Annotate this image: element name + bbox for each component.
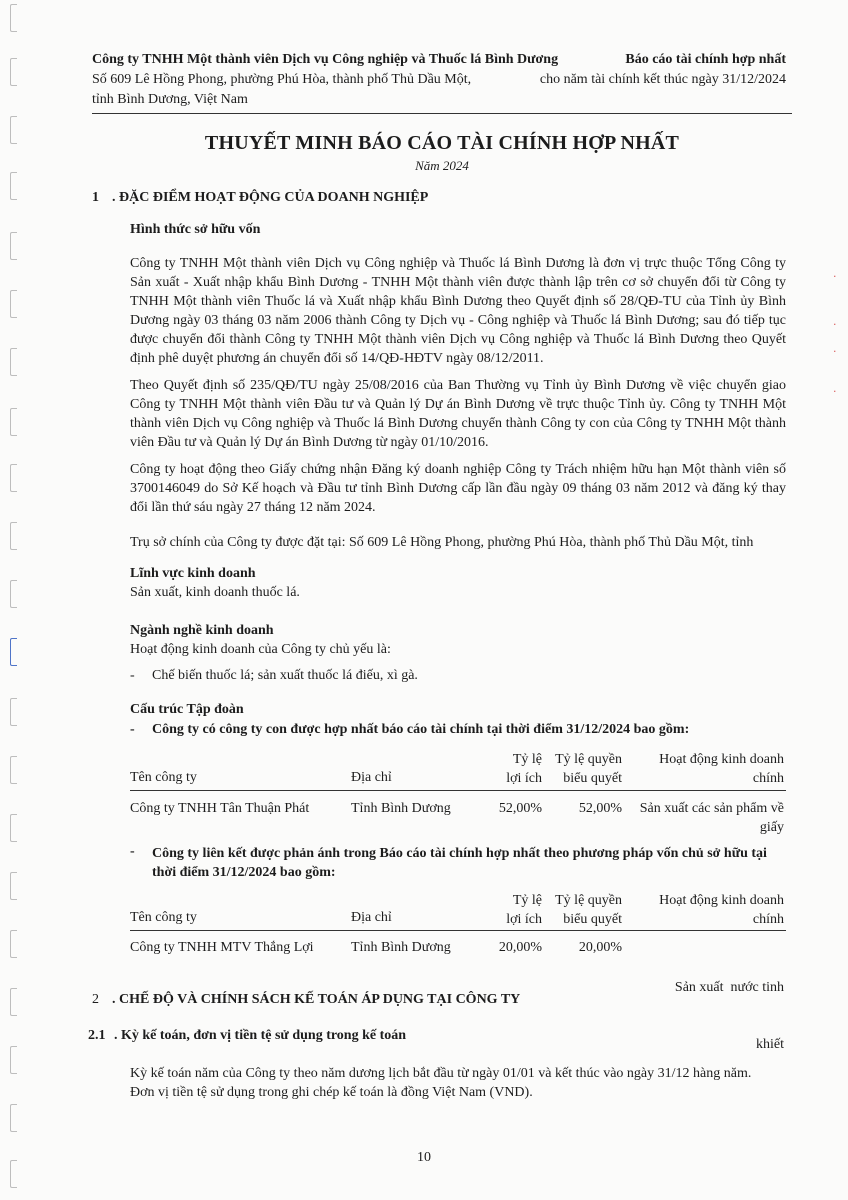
- col-header-activity: [630, 891, 784, 929]
- subsidiaries-heading: Công ty có công ty con được hợp nhất báo cáo tài chính tại thời điểm 31/12/2024 bao gồm:: [152, 722, 690, 737]
- row-activity: [620, 799, 784, 837]
- binder-hole: [10, 4, 17, 32]
- industry-bullet: -: [130, 668, 135, 683]
- page-title: THUYẾT MINH BÁO CÁO TÀI CHÍNH HỢP NHẤT: [204, 132, 680, 154]
- industry-item: Chế biến thuốc lá; sản xuất thuốc lá điếu, xì gà.: [152, 668, 418, 683]
- col-header-voting-line-1: Tỷ lệ quyền: [555, 752, 622, 767]
- ownership-paragraph-2: Theo Quyết định số 235/QĐ/TU ngày 25/08/2016 của Ban Thường vụ Tỉnh ủy Bình Dương về việc chuyển giao Công ty TNHH Một thành viên Đầu tư và Quản lý Dự án Bình Dương về trực thuộc Tỉnh ủy. Công ty TNHH Một thành viên Dịch vụ Công nghiệp và Thuốc lá Bình Dương chuyển thành Công ty con của Công ty TNHH Một thành viên Đầu tư và Quản lý Dự án Bình Dương từ ngày 01/10/2016.: [130, 378, 786, 450]
- section-2-heading: . CHẾ ĐỘ VÀ CHÍNH SÁCH KẾ TOÁN ÁP DỤNG TẠI CÔNG TY: [112, 992, 521, 1007]
- binder-hole: [10, 930, 17, 958]
- table-header-rule: [130, 930, 786, 931]
- col-header-interest-line-1: Tỷ lệ: [512, 893, 542, 908]
- binder-hole: [10, 464, 17, 492]
- binder-hole: [10, 638, 17, 666]
- binder-hole: [10, 988, 17, 1016]
- row-address: Tỉnh Bình Dương: [351, 801, 451, 816]
- col-header-interest: [470, 891, 542, 929]
- col-header-interest-line-2: lợi ích: [506, 912, 542, 927]
- col-header-address: Địa chỉ: [351, 770, 392, 785]
- accounting-period-text: Kỳ kế toán năm của Công ty theo năm dương lịch bắt đầu từ ngày 01/01 và kết thúc vào ngày 31/12 hàng năm.: [130, 1066, 752, 1081]
- ownership-paragraph-3: Công ty hoạt động theo Giấy chứng nhận Đăng ký doanh nghiệp Công ty Trách nhiệm hữu hạn Một thành viên số 3700146049 do Sở Kế hoạch và Đầu tư tỉnh Bình Dương cấp lần đầu ngày 09 tháng 03 năm 2012 và đăng ký thay đổi lần thứ sáu ngày 27 tháng 12 năm 2024.: [130, 462, 786, 515]
- binder-hole: [10, 348, 17, 376]
- section-2-1-heading: . Kỳ kế toán, đơn vị tiền tệ sử dụng trong kế toán: [114, 1028, 407, 1043]
- col-header-activity-line-1: Hoạt động kinh doanh: [659, 893, 784, 908]
- binder-hole: [10, 408, 17, 436]
- row-interest: 20,00%: [498, 940, 542, 955]
- col-header-activity: [630, 750, 784, 788]
- section-2-number: 2: [92, 992, 99, 1007]
- margin-stamp-mark: ·: [833, 270, 837, 283]
- col-header-activity-line-1: Hoạt động kinh doanh: [659, 752, 784, 767]
- associates-bullet: -: [130, 844, 135, 859]
- page-header-left: [92, 50, 572, 110]
- row-activity-line-2: giấy: [759, 820, 784, 835]
- binder-hole: [10, 522, 17, 550]
- header-divider: [92, 113, 792, 114]
- row-activity-line-1: Sản xuất nước tinh: [674, 980, 784, 995]
- binder-hole: [10, 872, 17, 900]
- ownership-paragraph-4: Trụ sở chính của Công ty được đặt tại: Số 609 Lê Hồng Phong, phường Phú Hòa, thành phố Thủ Dầu Một, tỉnh: [130, 535, 754, 550]
- col-header-voting: [540, 750, 622, 788]
- row-activity-line-1: Sản xuất các sản phẩm về: [639, 801, 784, 816]
- binder-hole: [10, 172, 17, 200]
- section-1-heading: . ĐẶC ĐIỂM HOẠT ĐỘNG CỦA DOANH NGHIỆP: [112, 190, 429, 205]
- page-header-right: [506, 50, 786, 90]
- industry-heading: Ngành nghề kinh doanh: [130, 623, 274, 638]
- ownership-heading: Hình thức sở hữu vốn: [130, 222, 261, 237]
- associates-heading: Công ty liên kết được phản ánh trong Báo cáo tài chính hợp nhất theo phương pháp vốn chủ sở hữu tại thời điểm 31/12/2024 bao gồm:: [152, 846, 767, 880]
- col-header-name: Tên công ty: [130, 910, 197, 925]
- col-header-interest-line-2: lợi ích: [506, 771, 542, 786]
- binder-hole: [10, 116, 17, 144]
- report-title: Báo cáo tài chính hợp nhất: [625, 52, 786, 67]
- subsidiaries-bullet: -: [130, 722, 135, 737]
- company-name: Công ty TNHH Một thành viên Dịch vụ Công nghiệp và Thuốc lá Bình Dương: [92, 52, 559, 67]
- col-header-voting-line-1: Tỷ lệ quyền: [555, 893, 622, 908]
- col-header-interest-line-1: Tỷ lệ: [512, 752, 542, 767]
- page-subtitle: Năm 2024: [415, 158, 469, 173]
- col-header-interest: [470, 750, 542, 788]
- company-address-line-2: tỉnh Bình Dương, Việt Nam: [92, 92, 248, 107]
- row-address: Tỉnh Bình Dương: [351, 940, 451, 955]
- col-header-name: Tên công ty: [130, 770, 197, 785]
- binder-hole: [10, 232, 17, 260]
- table-header-rule: [130, 790, 786, 791]
- binder-hole: [10, 814, 17, 842]
- margin-stamp-mark: ·: [833, 345, 837, 358]
- row-voting: 20,00%: [578, 940, 622, 955]
- row-voting: 52,00%: [578, 801, 622, 816]
- row-company-name: Công ty TNHH MTV Thắng Lợi: [130, 940, 314, 955]
- structure-heading: Cấu trúc Tập đoàn: [130, 702, 244, 717]
- col-header-activity-line-2: chính: [752, 771, 784, 786]
- company-address-line-1: Số 609 Lê Hồng Phong, phường Phú Hòa, thành phố Thủ Dầu Một,: [92, 72, 472, 87]
- col-header-voting-line-2: biểu quyết: [563, 912, 622, 927]
- ownership-paragraph-1: Công ty TNHH Một thành viên Dịch vụ Công nghiệp và Thuốc lá Bình Dương là đơn vị trực thuộc Tổng Công ty Sản xuất - Xuất nhập khẩu Bình Dương - TNHH Một thành viên được thành lập trên cơ sở chuyển đổi từ Công ty TNHH Một thành viên Thuốc lá và Xuất nhập khẩu Bình Dương theo Quyết định số 28/QĐ-TU của Tỉnh ủy Bình Dương ngày 03 tháng 03 năm 2006 thành Công ty Dịch vụ - Công nghiệp và Thuốc lá Bình Dương; sau đó tiếp tục được chuyển đổi thành Công ty TNHH Một thành viên Dịch vụ Công nghiệp và Thuốc lá Bình Dương theo Quyết định phê duyệt phương án chuyển đổi số 14/QĐ-HĐTV ngày 08/12/2011.: [130, 256, 786, 366]
- margin-stamp-mark: ·: [833, 318, 837, 331]
- col-header-voting: [540, 891, 622, 929]
- row-interest: 52,00%: [498, 801, 542, 816]
- col-header-activity-line-2: chính: [752, 912, 784, 927]
- binder-hole: [10, 756, 17, 784]
- margin-stamp-mark: ·: [833, 385, 837, 398]
- col-header-address: Địa chỉ: [351, 910, 392, 925]
- row-activity-line-2: khiết: [756, 1037, 784, 1052]
- section-1-number: 1: [92, 190, 99, 205]
- binder-hole: [10, 580, 17, 608]
- industry-text: Hoạt động kinh doanh của Công ty chủ yếu là:: [130, 642, 391, 657]
- col-header-voting-line-2: biểu quyết: [563, 771, 622, 786]
- page-number: 10: [417, 1150, 431, 1165]
- section-2-1-number: 2.1: [88, 1028, 106, 1043]
- report-period: cho năm tài chính kết thúc ngày 31/12/2024: [539, 72, 786, 87]
- binder-hole: [10, 698, 17, 726]
- row-company-name: Công ty TNHH Tân Thuận Phát: [130, 801, 310, 816]
- field-text: Sản xuất, kinh doanh thuốc lá.: [130, 585, 300, 600]
- binder-hole: [10, 58, 17, 86]
- binder-hole: [10, 1046, 17, 1074]
- field-heading: Lĩnh vực kinh doanh: [130, 566, 256, 581]
- currency-text: Đơn vị tiền tệ sử dụng trong ghi chép kế toán là đồng Việt Nam (VND).: [130, 1085, 533, 1100]
- binder-hole: [10, 1104, 17, 1132]
- binder-hole: [10, 290, 17, 318]
